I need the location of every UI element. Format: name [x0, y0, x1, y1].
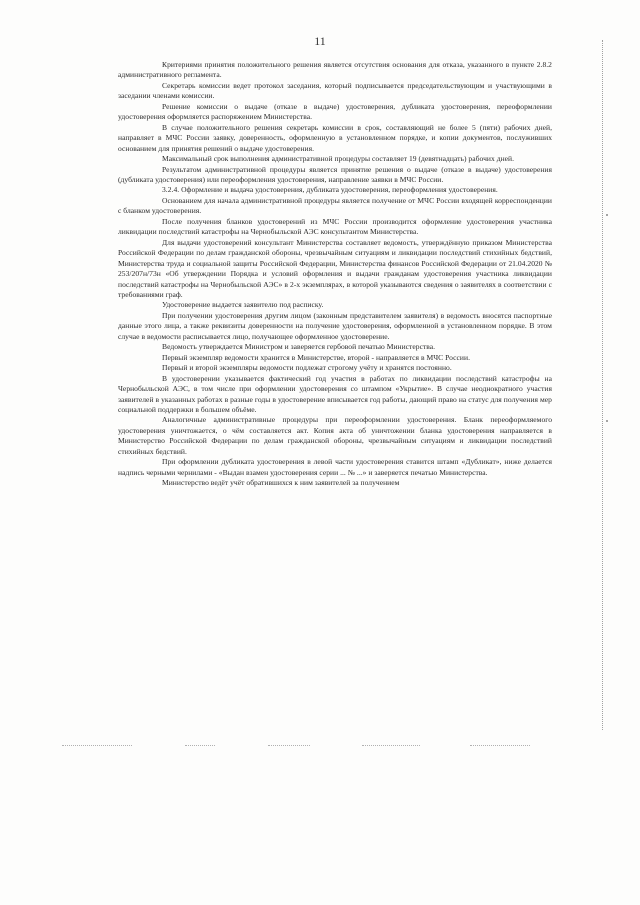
scan-artifact-line — [268, 745, 310, 746]
paragraph: Ведомость утверждается Министром и заверяется гербовой печатью Министерства. — [162, 342, 436, 352]
paragraph: Результатом административной процедуры является принятие решения о выдаче (отказе в выдаче) удостоверения (дубликата удостоверения) или переоформления удостоверения, направление заявки в МЧС России. — [118, 164, 552, 184]
paragraph: Удостоверение выдается заявителю под расписку. — [162, 300, 324, 310]
scan-artifact-line — [362, 745, 420, 746]
paragraph: Основанием для начала административной процедуры является получение от МЧС России входящей корреспонденции с бланком удостоверения. — [118, 195, 552, 216]
paragraph: Максимальный срок выполнения административной процедуры составляет 19 (девятнадцать) рабочих дней. — [162, 154, 514, 164]
paragraph: В случае положительного решения секретарь комиссии в срок, составляющий не более 5 (пяти) рабочих дней, направляет в МЧС России заявку, доверенность, оформленную в установленном порядке, и копии документов, послуживших основанием для принятия решений о выдаче удостоверения. — [118, 122, 552, 153]
paragraph: Секретарь комиссии ведет протокол заседания, который подписывается председательствующим и участвующими в заседании членами комиссии. — [118, 80, 552, 101]
scan-artifact-line — [62, 745, 132, 746]
page-number: 11 — [314, 34, 326, 48]
paragraph: Первый и второй экземпляры ведомости подлежат строгому учёту и хранятся постоянно. — [162, 363, 452, 373]
scan-artifact-line — [470, 745, 530, 746]
paragraph: Аналогичные административные процедуры при переоформлении удостоверения. Бланк переоформляемого удостоверения уничтожается, о чём составляется акт. Копия акта об уничтожении бланка удостоверения направляется в Министерство Российской Федерации по делам гражданской обороны, чрезвычайным ситуациям и ликвидации последствий стихийных бедствий. — [118, 415, 552, 456]
paragraph: После получения бланков удостоверений из МЧС России производится оформление удостоверения участника ликвидации последствий катастрофы на Чернобыльской АЭС консультантом Министерства. — [118, 216, 552, 237]
paragraph: Первый экземпляр ведомости хранится в Министерстве, второй - направляется в МЧС России. — [162, 352, 470, 362]
scan-artifact-line — [185, 745, 215, 746]
paragraph: В удостоверении указывается фактический год участия в работах по ликвидации последствий катастрофы на Чернобыльской АЭС, в том числе при оформлении удостоверения со штампом «Укрытие». В случае неоднократного участия заявителей в указанных работах в разные годы в удостоверение вписывается год работы, дающий право на статус для получения мер социальной поддержки в большем объёме. — [118, 373, 552, 414]
scan-speck — [606, 420, 608, 422]
paragraph: Министерство ведёт учёт обратившихся к ним заявителей за получением — [162, 478, 400, 488]
paragraph: При оформлении дубликата удостоверения в левой части удостоверения ставится штамп «Дубликат», ниже делается надпись черными чернилами - «Выдан взамен удостоверения серии ... № ...» и заверяется печатью Министерства. — [118, 457, 552, 477]
section-heading: 3.2.4. Оформление и выдача удостоверения, дубликата удостоверения, переоформления удостоверения. — [162, 185, 498, 195]
scan-speck — [606, 214, 608, 216]
paragraph: Критериями принятия положительного решения является отсутствия основания для отказа, указанного в пункте 2.8.2 административного регламента. — [118, 60, 552, 80]
paragraph: При получении удостоверения другим лицом (законным представителем заявителя) в ведомость вносятся паспортные данные этого лица, а также реквизиты доверенности на получение удостоверения, оформленной в установленном порядке. В этом случае в ведомости расписывается лицо, получающее оформленное удостоверение. — [118, 310, 552, 341]
paragraph: Решение комиссии о выдаче (отказе в выдаче) удостоверения, дубликата удостоверения, переоформлении удостоверения оформляется распоряжением Министерства. — [118, 101, 552, 122]
document-body — [118, 60, 552, 489]
scan-edge-line — [602, 40, 603, 730]
paragraph: Для выдачи удостоверений консультант Министерства составляет ведомость, утверждённую приказом Министерства Российской Федерации по делам гражданской обороны, чрезвычайным ситуациям и ликвидации последствий стихийных бедствий, Министерства труда и социальной защиты Российской Федерации, Министерства финансов Российской Федерации от 21.04.2020 № 253/207н/73н «Об утверждении Порядка и условий оформления и выдачи гражданам удостоверения участника ликвидации последствий катастрофы на Чернобыльской АЭС» в 2-х экземплярах, в которой указываются сведения о заявителях в соответствии с требованиями граф. — [118, 237, 552, 299]
